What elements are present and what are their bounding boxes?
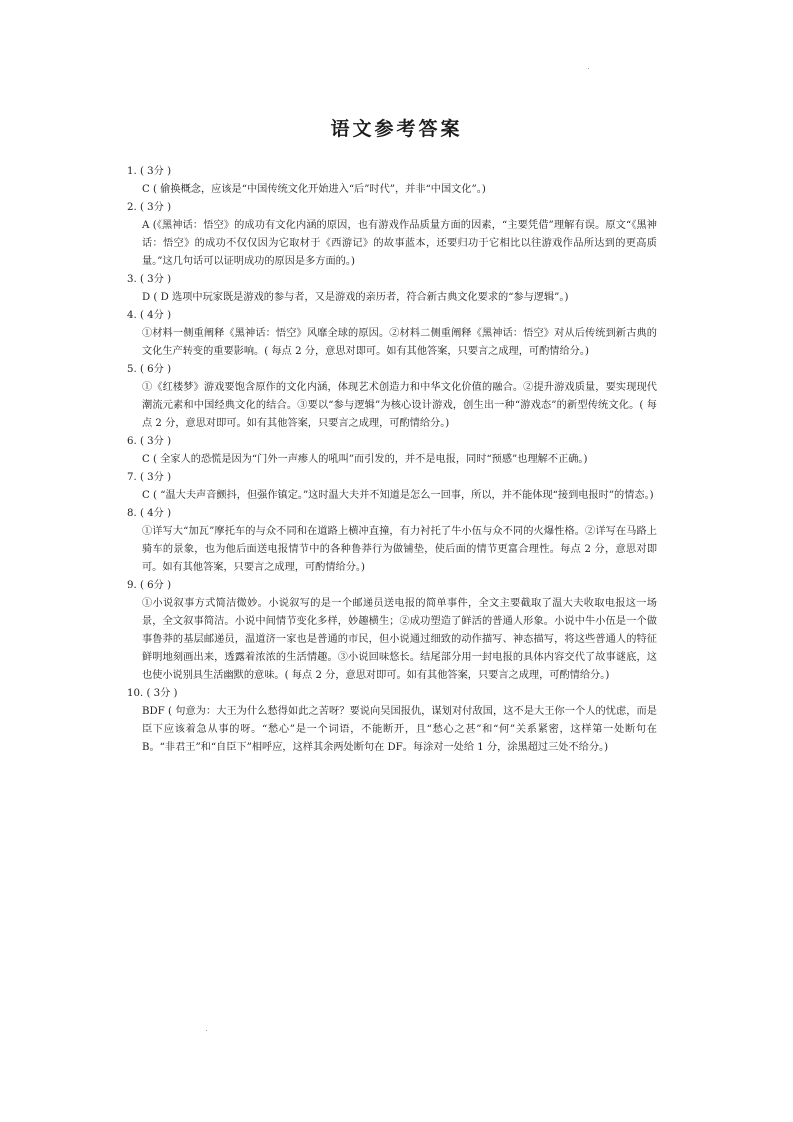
question-number: 1. ( 3分 ): [127, 166, 172, 177]
answer-item-7: [127, 469, 657, 505]
question-number: 10. ( 3分 ): [127, 688, 178, 699]
scan-speck-top: [588, 68, 589, 69]
page-title: 语文参考答案: [330, 117, 463, 140]
answer-text: ①《红楼梦》游戏要饱含原作的文化内涵，体现艺术创造力和中华文化价值的融合。②提升游戏质量，要实现现代潮流元素和中国经典文化的结合。③要以“参与逻辑”为核心设计游戏，创生出一种“游戏态”的新型传统文化。( 每点 2 分，意思对即可。如有其他答案，只要言之成理，可酌情给分。): [142, 382, 657, 429]
answer-text: C ( “温大夫声音颤抖，但强作镇定。”这时温大夫并不知道是怎么一回事，所以，并不能体现“接到电报时”的情态。): [142, 490, 654, 501]
question-number: 5. ( 6分 ): [127, 364, 172, 375]
question-number: 7. ( 3分 ): [127, 472, 172, 483]
answer-text: ①详写大“加瓦”摩托车的与众不同和在道路上横冲直撞，有力衬托了牛小伍与众不同的火爆性格。②详写在马路上骑车的景象，也为他后面送电报情节中的各种鲁莽行为做铺垫，使后面的情节更富合理性。每点 2 分，意思对即可。如有其他答案，只要言之成理，可酌情给分。): [142, 526, 657, 573]
answer-item-4: [127, 307, 657, 361]
answer-item-6: [127, 433, 657, 469]
question-number: 3. ( 3分 ): [127, 274, 172, 285]
answer-item-1: [127, 163, 657, 199]
question-number: 2. ( 3分 ): [127, 202, 172, 213]
question-number: 6. ( 3分 ): [127, 436, 172, 447]
answer-list: [127, 163, 657, 757]
question-number: 4. ( 4分 ): [127, 310, 172, 321]
answer-text: D ( D 选项中玩家既是游戏的参与者，又是游戏的亲历者，符合新古典文化要求的“参与逻辑”。): [142, 292, 569, 303]
answer-item-10: [127, 685, 657, 757]
answer-text: C ( 全家人的恐慌是因为“门外一声瘆人的吼叫”而引发的，并不是电报，同时“预感”也理解不正确。): [142, 454, 588, 465]
question-number: 9. ( 6分 ): [127, 580, 172, 591]
answer-text: ①小说叙事方式简洁微妙。小说叙写的是一个邮递员送电报的简单事件，全文主要截取了温大夫收取电报这一场景，全文叙事简洁。小说中间情节变化多样，妙趣横生；②成功塑造了鲜活的普通人形象。小说中牛小伍是一个做事鲁莽的基层邮递员，温道济一家也是普通的市民，但小说通过细致的动作描写、神态描写，将这些普通人的特征鲜明地刻画出来，透露着浓浓的生活情趣。③小说回味悠长。结尾部分用一封电报的具体内容交代了故事谜底，这也使小说别具生活幽默的意味。( 每点 2 分，意思对即可。如有其他答案，只要言之成理，可酌情给分。): [142, 598, 657, 681]
answer-item-2: [127, 199, 657, 271]
scan-speck-bottom: [206, 1030, 207, 1031]
answer-text: A (《黑神话：悟空》的成功有文化内涵的原因，也有游戏作品质量方面的因素，“主要凭借”理解有误。原文“《黑神话：悟空》的成功不仅仅因为它取材于《西游记》的故事蓝本，还要归功于它相比以往游戏作品所达到的更高质量。”这几句话可以证明成功的原因是多方面的。): [142, 220, 657, 267]
answer-text: ①材料一侧重阐释《黑神话：悟空》风靡全球的原因。②材料二侧重阐释《黑神话：悟空》对从后传统到新古典的文化生产转变的重要影响。( 每点 2 分，意思对即可。如有其他答案，只要言之成理，可酌情给分。): [142, 328, 657, 357]
answer-text: C ( 偷换概念，应该是“中国传统文化开始进入“后”时代”，并非“中国文化”。): [142, 184, 486, 195]
question-number: 8. ( 4分 ): [127, 508, 172, 519]
answer-item-5: [127, 361, 657, 433]
answer-text: BDF ( 句意为：大王为什么愁得如此之苦呀？要说向吴国报仇，谋划对付敌国，这不是大王你一个人的忧虑，而是臣下应该着急从事的呀。“愁心”是一个词语，不能断开，且“愁心之甚”和“何”关系紧密，这样第一处断句在 B。“非君王”和“自臣下”相呼应，这样其余两处断句在 DF。每涂对一处给 1 分，涂黑超过三处不给分。): [142, 706, 657, 753]
answer-item-8: [127, 505, 657, 577]
answer-item-9: [127, 577, 657, 685]
answer-item-3: [127, 271, 657, 307]
